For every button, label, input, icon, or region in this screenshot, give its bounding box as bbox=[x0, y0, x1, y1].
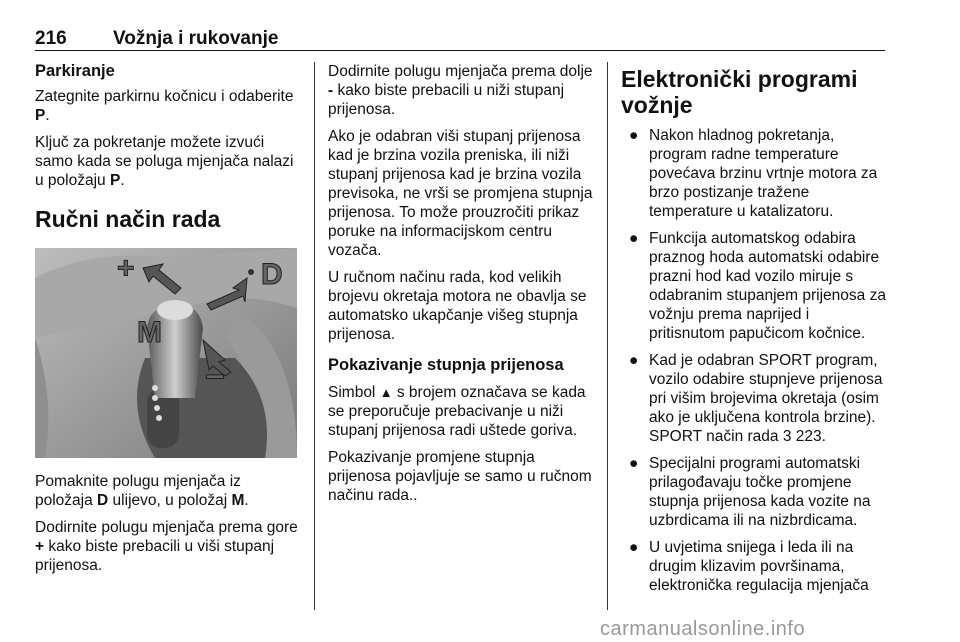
column-1 bbox=[35, 62, 300, 583]
d-label: D bbox=[261, 258, 283, 291]
text: Ključ za pokretanje možete izvući samo kada se poluga mjenjača nalazi u položaju bbox=[35, 134, 294, 189]
bullet-icon: ● bbox=[629, 455, 639, 472]
paragraph-gear-limits: Ako je odabran viši stupanj prijenosa kad je brzina vozila preniska, ili niži stupanj prijenosa kad je brzina vozila previsoka, ne vrši se promjena stupnja prijenosa. To može prouzročiti prikaz poruke na informacijskom centru vozača. bbox=[328, 128, 593, 259]
paragraph-manual-2 bbox=[35, 518, 300, 575]
text: . bbox=[45, 107, 50, 124]
plus-label: + bbox=[117, 252, 135, 285]
text: kako biste prebacili u niži stupanj prijenosa. bbox=[328, 82, 565, 118]
paragraph-manual-1 bbox=[35, 472, 300, 510]
gear-p-label: P bbox=[109, 172, 121, 189]
paragraph-symbol bbox=[328, 383, 594, 440]
text: kako biste prebacili u viši stupanj prijenosa. bbox=[35, 538, 275, 574]
list-item bbox=[621, 229, 886, 343]
text: . bbox=[120, 172, 125, 189]
text: U uvjetima snijega i leda ili na drugim klizavim površinama, elektronička regulacija mjenjača bbox=[649, 539, 869, 594]
column-divider-2 bbox=[607, 62, 608, 610]
heading-gear-indicator: Pokazivanje stupnja prijenosa bbox=[328, 356, 564, 374]
triangle-up-icon: ▲ bbox=[379, 385, 393, 400]
programs-list bbox=[621, 126, 886, 595]
text: Pomaknite polugu mjenjača iz položaja bbox=[35, 473, 241, 509]
text: Specijalni programi automatski prilagođavaju točke promjene stupnja prijenosa kada vozite na uzbrdicama ili na nizbrdicama. bbox=[649, 455, 871, 529]
page-header bbox=[35, 28, 885, 51]
paragraph-parking-1 bbox=[35, 87, 300, 125]
heading-manual-mode: Ručni način rada bbox=[35, 206, 221, 232]
gear-lever-illustration bbox=[35, 248, 297, 458]
bullet-icon: ● bbox=[629, 127, 639, 144]
text: Kad je odabran SPORT program, vozilo odabire stupnjeve prijenosa pri višim brojevima okretaja (osim ako je uključena kontrola brzine). SPORT način rada bbox=[649, 352, 883, 445]
column-2 bbox=[328, 62, 594, 513]
paragraph-high-rpm: U ručnom načinu rada, kod velikih brojevu okretaja motora ne obavlja se automatsko ukapčanje višeg stupnja prijenosa. bbox=[328, 269, 587, 343]
chapter-title: Vožnja i rukovanje bbox=[113, 28, 279, 49]
page-reference-link[interactable]: 3 223. bbox=[782, 428, 826, 445]
text: Zategnite parkirnu kočnicu i odaberite bbox=[35, 88, 294, 105]
paragraph-parking-2 bbox=[35, 133, 300, 190]
column-3 bbox=[621, 62, 886, 603]
text: Dodirnite polugu mjenjača prema gore bbox=[35, 519, 298, 536]
bullet-icon: ● bbox=[629, 352, 639, 369]
text: Dodirnite polugu mjenjača prema dolje bbox=[328, 63, 593, 80]
heading-electronic-programs: Elektronički programi vožnje bbox=[621, 66, 858, 118]
minus-symbol: - bbox=[328, 82, 334, 99]
paragraph-downshift bbox=[328, 62, 594, 119]
list-item bbox=[621, 126, 886, 221]
gear-p-label: P bbox=[35, 107, 46, 124]
text: . bbox=[244, 492, 249, 509]
column-divider-1 bbox=[314, 62, 315, 610]
text: s brojem označava se kada se preporučuje prebacivanje u niži stupanj prijenosa radi uštede goriva. bbox=[328, 384, 586, 439]
list-item bbox=[621, 351, 886, 446]
text: ulijevo, u položaj bbox=[108, 492, 232, 509]
paragraph-indicator-manual: Pokazivanje promjene stupnja prijenosa pojavljuje se samo u ručnom načinu rada.. bbox=[328, 449, 592, 504]
list-item bbox=[621, 538, 886, 595]
text: Nakon hladnog pokretanja, program radne temperature povećava brzinu vrtnje motora za brzo postizanje tražene temperature u katalizatoru. bbox=[649, 127, 878, 220]
page-number: 216 bbox=[35, 28, 67, 49]
watermark: carmanualsonline.info bbox=[600, 618, 806, 640]
plus-symbol: + bbox=[35, 538, 45, 555]
bullet-icon: ● bbox=[629, 539, 639, 556]
text: Simbol bbox=[328, 384, 380, 401]
text: Funkcija automatskog odabira praznog hoda automatski odabire prazni hod kad vozilo miruje s odabranim stupanjem prijenosa za vožnju prema naprijed i pritisnutom papučicom kočnice. bbox=[649, 230, 886, 342]
heading-parking: Parkiranje bbox=[35, 62, 115, 80]
gear-m-label: M bbox=[231, 492, 245, 509]
gear-d-label: D bbox=[97, 492, 109, 509]
minus-label: − bbox=[205, 358, 225, 396]
bullet-icon: ● bbox=[629, 230, 639, 247]
list-item bbox=[621, 454, 886, 530]
m-label: M bbox=[137, 316, 162, 349]
